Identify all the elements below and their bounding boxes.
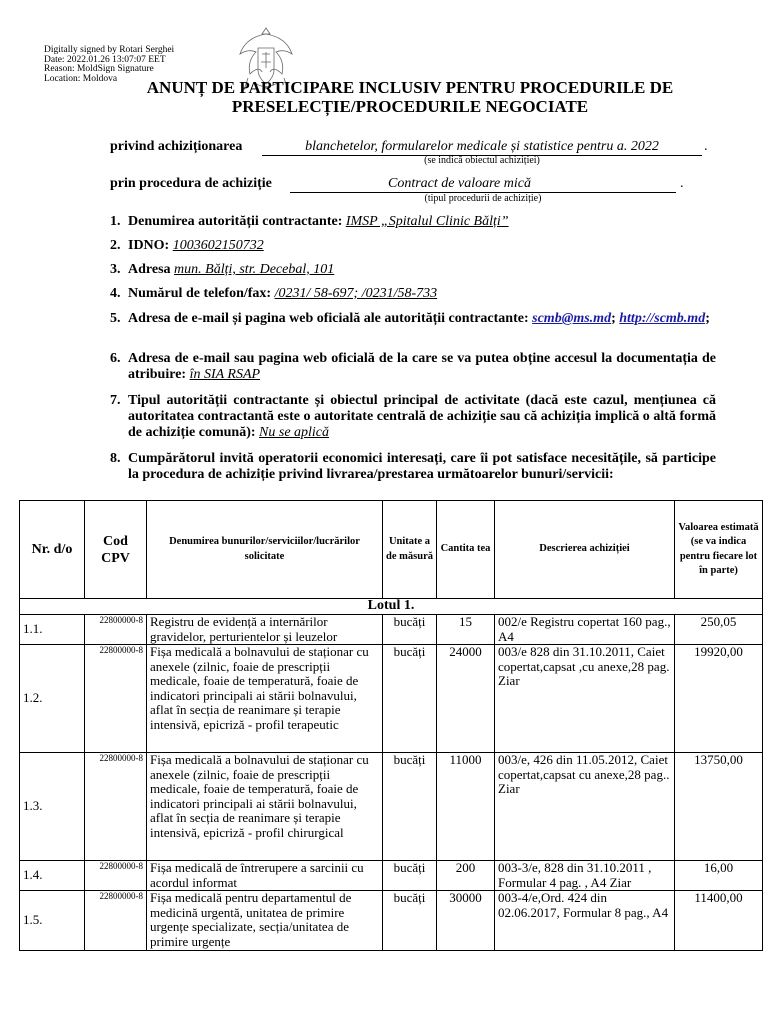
item-idno: 2. IDNO: 1003602150732 bbox=[110, 238, 264, 253]
header-desc: Descrierea achiziției bbox=[495, 501, 675, 599]
table-row: 1.3. 22800000-8 Fișa medicală a bolnavului de staționar cu anexele (zilnic, foaie de prescripții medicale, foaie de temperatură, foaie de indicatori principali ai stării bolnavului, aflat în secția de reanimare și terapie intensivă, epicriză - profil chirurgical bucăți 11000 003/e, 426 din 11.05.2012, Caiet copertat,capsat cu anexe,28 pag.. Ziar 13750,00 bbox=[20, 753, 763, 861]
item-phone-fax: 4. Numărul de telefon/fax: /0231/ 58-697; /0231/58-733 bbox=[110, 286, 438, 301]
procedure-type: Contract de valoare mică bbox=[388, 176, 531, 191]
table-row: 1.2. 22800000-8 Fișa medicală a bolnavului de staționar cu anexele (zilnic, foaie de prescripții medicale, foaie de temperatură, foaie de indicatori principali ai stării bolnavului, aflat în secția de reanimare și terapie intensivă, epicriză - profil terapeutic bucăți 24000 003/e 828 din 31.10.2011, Caiet copertat,capsat ,cu anexe,28 pag. Ziar 19920,00 bbox=[20, 645, 763, 753]
table-row: 1.5. 22800000-8 Fișa medicală pentru departamentul de medicină urgentă, unitatea de primire urgențe specializate, secția/unitatea de primire urgențe bucăți 30000 003-4/e,Ord. 424 din 02.06.2017, Formular 8 pag., A4 11400,00 bbox=[20, 891, 763, 951]
lot-label: Lotul 1. bbox=[20, 599, 763, 615]
header-unit: Unitate a de măsură bbox=[383, 501, 437, 599]
acquisition-suffix: . bbox=[704, 139, 708, 154]
signature-reason: Reason: MoldSign Signature bbox=[44, 64, 154, 74]
website-link[interactable]: http://scmb.md bbox=[619, 311, 706, 326]
header-name: Denumirea bunurilor/serviciilor/lucrărilor solicitate bbox=[147, 501, 383, 599]
header-nr: Nr. d/o bbox=[20, 501, 85, 599]
header-value: Valoarea estimată (se va indica pentru fiecare lot în parte) bbox=[675, 501, 763, 599]
signature-date: Date: 2022.01.26 13:07:07 EET bbox=[44, 54, 166, 65]
item-contracting-authority: 1. Denumirea autorității contractante: IMSP „Spitalul Clinic Bălți” bbox=[110, 214, 509, 229]
table-header-row bbox=[20, 501, 763, 599]
header-qty: Cantita tea bbox=[437, 501, 495, 599]
document-title bbox=[100, 78, 720, 116]
signature-signer: Digitally signed by Rotari Serghei bbox=[44, 45, 175, 55]
procedure-label: prin procedura de achiziție bbox=[110, 176, 272, 191]
procedure-value bbox=[290, 176, 676, 193]
acquisition-value bbox=[262, 139, 702, 156]
item-address: 3. Adresa mun. Bălți, str. Decebal, 101 bbox=[110, 262, 335, 277]
signature-location: Location: Moldova bbox=[44, 73, 118, 84]
item-authority-type: 7. Tipul autorității contractante și obiectul principal de activitate (dacă este cazul, mențiunea că autoritatea contractantă este o autoritate centrală de achiziție sau că achiziția implică o altă formă de achiziție comună): Nu se aplică bbox=[110, 393, 716, 440]
table-row: 1.1. 22800000-8 Registru de evidență a internărilor gravidelor, perturientelor și leuzelor bucăți 15 002/e Registru copertat 160 pag., A4 250,05 bbox=[20, 615, 763, 645]
item-email-web: 5. Adresa de e-mail și pagina web oficială ale autorității contractante: scmb@ms.md; http://scmb.md; bbox=[110, 311, 710, 326]
title-line-1: ANUNȚ DE PARTICIPARE INCLUSIV PENTRU PROCEDURILE DE bbox=[146, 78, 674, 97]
acquisition-label: privind achiziționarea bbox=[110, 139, 243, 154]
item-invitation: 8. Cumpărătorul invită operatorii economici interesați, care îi pot satisface necesitățile, să participe la procedura de achiziție privind livrarea/prestarea următoarelor bunuri/servicii: bbox=[110, 451, 716, 482]
lot-row bbox=[20, 599, 763, 615]
acquisition-hint: (se indică obiectul achiziției) bbox=[424, 155, 540, 166]
table-row: 1.4. 22800000-8 Fișa medicală de întrerupere a sarcinii cu acordul informat bucăți 200 003-3/e, 828 din 31.10.2011 , Formular 4 pag. , A4 Ziar 16,00 bbox=[20, 861, 763, 891]
procurement-table bbox=[19, 500, 763, 951]
acquisition-object: blanchetelor, formularelor medicale și statistice pentru a. 2022 bbox=[305, 139, 659, 154]
email-link[interactable]: scmb@ms.md bbox=[532, 311, 612, 326]
title-line-2: PRESELECȚIE/PROCEDURILE NEGOCIATE bbox=[231, 97, 589, 116]
procedure-suffix: . bbox=[680, 176, 684, 191]
header-cpv: Cod CPV bbox=[85, 501, 147, 599]
item-documentation-access: 6. Adresa de e-mail sau pagina web oficială de la care se va putea obține accesul la documentația de atribuire: în SIA RSAP bbox=[110, 351, 716, 382]
procedure-hint: (tipul procedurii de achiziție) bbox=[424, 193, 542, 204]
